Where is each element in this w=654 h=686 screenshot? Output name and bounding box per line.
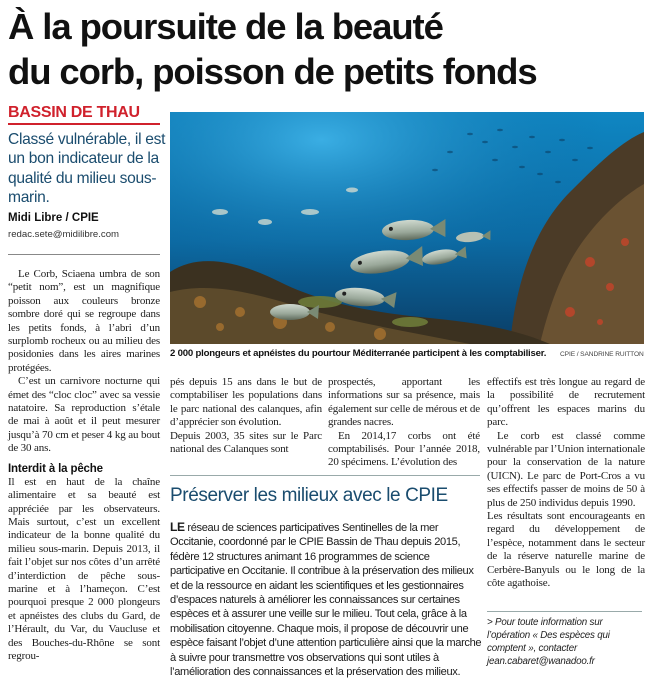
sidebar-box-title: Préserver les milieux avec le CPIE <box>170 485 448 506</box>
body-column-2 <box>170 376 322 456</box>
paragraph: effectifs est très longue au regard de la possibilité de recrutement qu’offrent les espaces marins du parc. <box>487 376 645 429</box>
article-photo <box>170 112 644 344</box>
paragraph: En 2014,17 corbs ont été comptabilisés. Pour l’année 2018, 20 spécimens. L’évolution des <box>328 429 480 469</box>
body-column-4 <box>487 376 645 591</box>
paragraph: pés depuis 15 ans dans le but de comptabiliser les populations dans le parc national des calanques, afin d’apprécier son évolution. <box>170 376 322 429</box>
headline <box>8 4 648 94</box>
paragraph: Le Corb, Sciaena umbra de son “petit nom”, est un magnifique poisson aux couleurs bronze sombre doré qui se regroupe dans les petits fonds, à l’abri d’un surplomb rocheux ou au milieu des posidonies dans les aires marines protégées. <box>8 268 160 374</box>
info-box: > Pour toute information sur l’opération « Des espèces qui comptent », contacter jean.cabaret@wanadoo.fr <box>487 617 610 667</box>
sidebar-box-body <box>170 520 482 679</box>
kicker-rule <box>8 123 160 125</box>
box-divider <box>170 475 480 476</box>
body-column-1 <box>8 268 160 663</box>
byline: Midi Libre / CPIE <box>8 212 99 224</box>
kicker-label: BASSIN DE THAU <box>8 104 140 121</box>
paragraph: Il est en haut de la chaîne alimentaire et sa beauté est appréciée par les observateurs. Mais surtout, c’est un excellent indicateur de la bonne qualité du milieu sous-marin. Depuis 2013, il fait l’objet sur nos côtes d’un arrêté d’interdiction de pêche sous-marine et à l’hameçon. C’est pourquoi presque 2 000 plongeurs et apnéistes des clubs du Gard, de l’Hérault, du Var, du Vaucluse et des Bouches-du-Rhône se sont regrou- <box>8 475 160 662</box>
paragraph: prospectés, apportant les informations sur sa présence, mais également sur celle de mérous et de grandes nacres. <box>328 376 480 429</box>
photo-caption: 2 000 plongeurs et apnéistes du pourtour Méditerranée participent à les comptabiliser. <box>170 348 547 359</box>
subheading: Interdit à la pêche <box>8 462 103 475</box>
paragraph: Depuis 2003, 35 sites sur le Parc national des Calanques sont <box>170 429 322 456</box>
underwater-fish-photo <box>170 112 644 344</box>
box-lead-word: LE <box>170 520 185 534</box>
photo-credit: CPIE / SANDRINE RUITTON <box>560 351 644 358</box>
box-body-text: réseau de sciences participatives Sentinelles de la mer Occitanie, coordonné par le CPIE Bassin de Thau depuis 2015, fédère 12 structures animant 16 programmes de science participative en Occitanie. Il contribue à la préservation des milieux et de la ressource en aidant les scientifiques et les gestionnaires d’espaces naturels à améliorer les connaissances sur certaines espèces et à assurer une veille sur le milieu. Tout cela, grâce à la mobilisation citoyenne. Chaque mois, il propose de découvrir une espèce faisant l’objet d’une attention particulière ainsi que la marche à suivre pour transmettre vos observations qui sont utiles à l’amélioration des connaissances et la préservation des milieux. <box>170 522 482 679</box>
body-column-3 <box>328 376 480 470</box>
paragraph: C’est un carnivore nocturne qui émet des “cloc cloc” avec sa vessie natatoire. Sa reproduction s’étale de mai à août et il peut mesurer jusqu’à 70 cm et peser 4 kg au bout de 30 ans. <box>8 375 160 455</box>
divider <box>8 254 160 255</box>
paragraph: Les résultats sont encourageants en regard du développement de l’espèce, notamment dans le secteur de la réserve naturelle marine de Cerbère-Banyuls ou le long de la côte agathoise. <box>487 510 645 590</box>
info-divider <box>487 611 642 612</box>
byline-email[interactable]: redac.sete@midilibre.com <box>8 229 120 240</box>
headline-line-2: du corb, poisson de petits fonds <box>8 51 537 92</box>
paragraph: Le corb est classé comme vulnérable par l’Union internationale pour la conservation de la nature (UICN). Le parc de Port-Cros a vu ses effectifs passer de moins de 50 à plus de 250 individus depuis 1990. <box>487 429 645 509</box>
headline-line-1: À la poursuite de la beauté <box>8 6 443 47</box>
deck-text: Classé vulnérable, il est un bon indicateur de la qualité du milieu sous-marin. <box>8 131 166 206</box>
